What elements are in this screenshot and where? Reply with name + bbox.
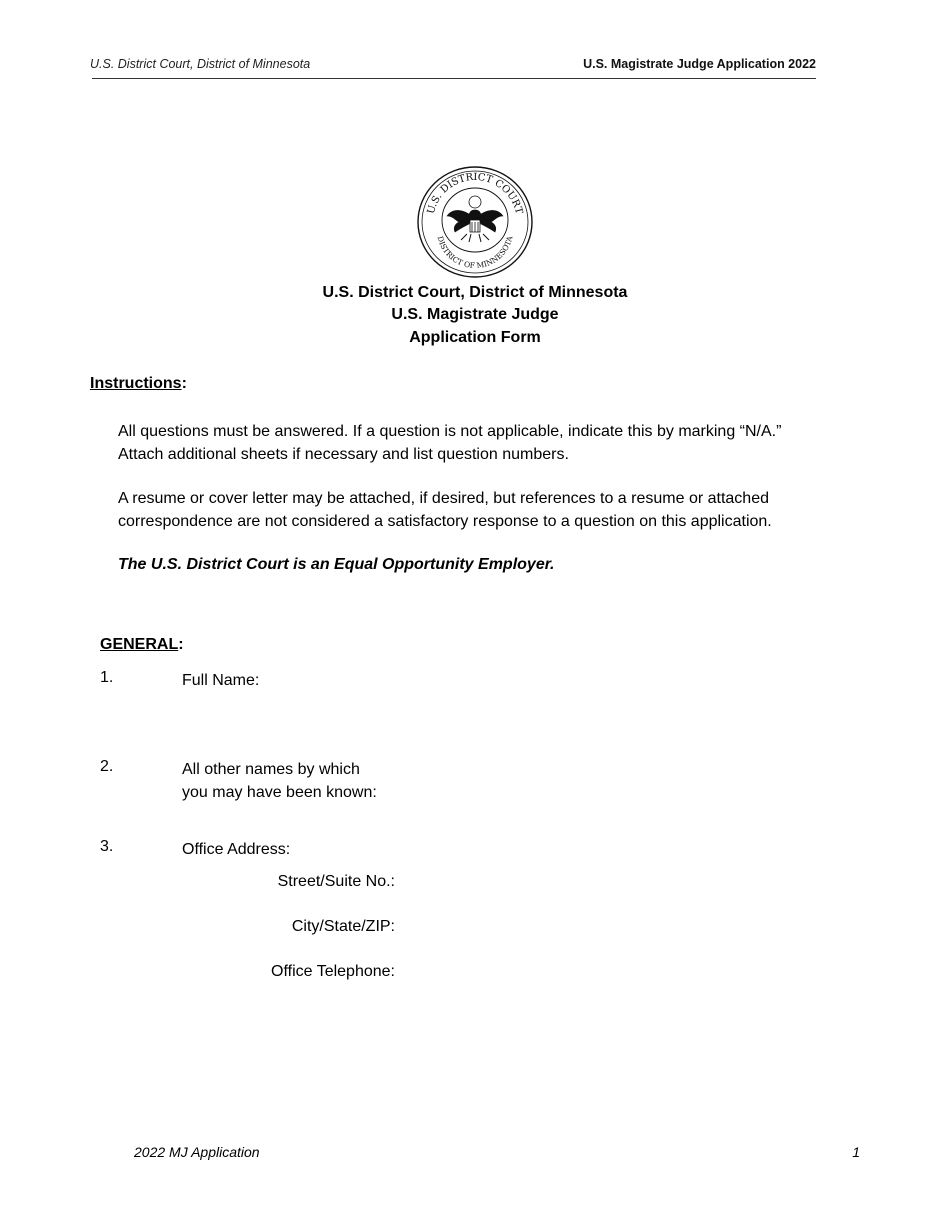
other-names-label-line1: All other names by which [182,761,360,778]
page-number: 1 [852,1144,860,1160]
instructions-p2-line1: A resume or cover letter may be attached, if desired, but references to a resume or attached [118,490,769,507]
instructions-paragraph-1 [118,420,858,466]
question-1-number: 1. [100,669,114,686]
title-line-1: U.S. District Court, District of Minnesota [322,284,628,301]
header-rule [92,78,816,79]
court-seal-icon [415,164,535,280]
seal-bottom-text: DISTRICT OF MINNESOTA [435,235,515,271]
header-right: U.S. Magistrate Judge Application 2022 [583,57,816,71]
instructions-paragraph-2 [118,487,858,533]
question-3-number: 3. [100,838,114,855]
header-left: U.S. District Court, District of Minnesota [90,57,311,71]
instructions-p1-line1: All questions must be answered. If a question is not applicable, indicate this by marking “N/A.” [118,423,782,440]
eagle-icon [447,196,503,242]
other-names-label-line2: you may have been known: [182,784,377,801]
title-line-2: U.S. Magistrate Judge [391,306,559,323]
question-2-number: 2. [100,758,114,775]
instructions-p2-line2: correspondence are not considered a satisfactory response to a question on this application. [118,513,772,530]
office-telephone-label: Office Telephone: [271,963,395,980]
office-address-label: Office Address: [182,841,291,858]
title-line-3: Application Form [409,329,541,346]
seal-top-text: U.S. DISTRICT COURT [425,171,525,216]
general-heading: GENERAL: [100,636,184,653]
eeo-statement: The U.S. District Court is an Equal Opportunity Employer. [118,556,555,573]
street-suite-label: Street/Suite No.: [277,873,395,890]
other-names-label [182,758,377,804]
instructions-heading: Instructions: [90,375,187,392]
footer-left: 2022 MJ Application [134,1144,260,1160]
instructions-p1-line2: Attach additional sheets if necessary and list question numbers. [118,446,569,463]
city-state-zip-label: City/State/ZIP: [291,918,395,935]
full-name-label: Full Name: [182,672,260,689]
